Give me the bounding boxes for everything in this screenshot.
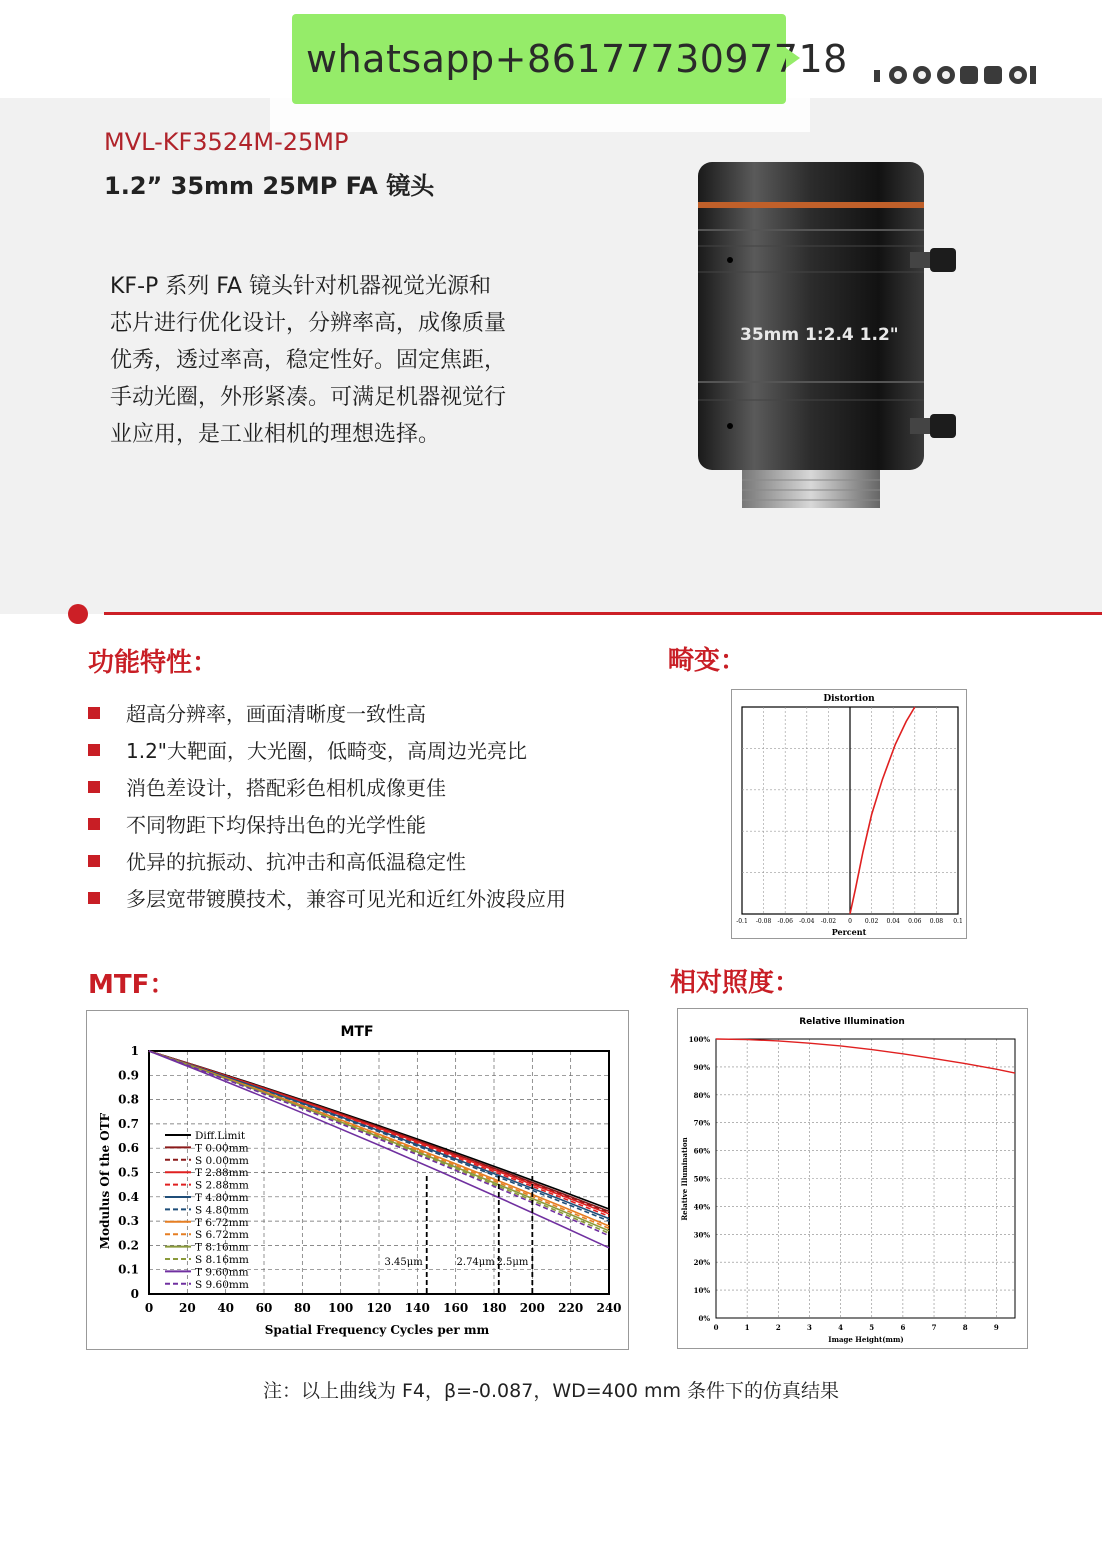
whatsapp-watermark: whatsapp+8617773097718 — [292, 14, 786, 104]
x-tick-label: 0.04 — [886, 918, 900, 925]
y-tick-label: 0% — [698, 1314, 710, 1323]
lens-marking: 35mm 1:2.4 1.2" — [740, 325, 899, 345]
mtf-chart-box — [86, 1010, 629, 1350]
x-tick-label: 0.06 — [908, 918, 922, 925]
feature-item — [88, 879, 566, 916]
x-tick-label: 80 — [293, 1301, 311, 1315]
x-tick-label: 2 — [775, 1323, 781, 1332]
x-tick-label: 4 — [838, 1323, 844, 1332]
bullet-icon — [88, 818, 100, 830]
bullet-icon — [88, 781, 100, 793]
legend-label: T 6.72mm — [195, 1216, 249, 1229]
mtf-chart — [87, 1011, 628, 1349]
x-tick-label: 160 — [443, 1301, 469, 1315]
y-tick-label: 0.8 — [118, 1092, 139, 1107]
x-tick-label: 6 — [900, 1323, 906, 1332]
y-tick-label: 0.7 — [118, 1116, 139, 1131]
product-description — [110, 268, 560, 453]
y-tick-label: 40% — [693, 1202, 710, 1212]
y-tick-label: 0.4 — [118, 1189, 139, 1204]
feature-text: 不同物距下均保持出色的光学性能 — [126, 813, 426, 837]
distortion-chart-box — [731, 689, 967, 939]
x-axis-label: Spatial Frequency Cycles per mm — [264, 1323, 490, 1337]
feature-text: 优异的抗振动、抗冲击和高低温稳定性 — [126, 850, 466, 874]
y-tick-label: 10% — [693, 1286, 710, 1296]
x-tick-label: 9 — [993, 1323, 999, 1332]
lens-product-image — [690, 160, 970, 520]
y-axis-label: Modulus Of the OTF — [98, 1112, 112, 1250]
product-subtitle: 1.2” 35mm 25MP FA 镜头 — [104, 172, 435, 200]
y-tick-label: 30% — [693, 1230, 710, 1240]
divider-dot — [68, 604, 88, 624]
x-tick-label: 3 — [807, 1323, 812, 1332]
chart-title: Relative Illumination — [799, 1017, 905, 1027]
x-tick-label: 1 — [744, 1323, 750, 1332]
x-tick-label: 140 — [404, 1301, 430, 1315]
features-title: 功能特性： — [88, 648, 219, 678]
x-tick-label: -0.1 — [736, 918, 748, 925]
x-axis-label: Percent — [831, 927, 867, 937]
x-tick-label: -0.06 — [777, 918, 793, 925]
x-tick-label: 60 — [255, 1301, 273, 1315]
x-tick-label: 180 — [481, 1301, 507, 1315]
feature-item — [88, 768, 566, 805]
x-tick-label: 7 — [931, 1323, 937, 1332]
x-tick-label: 0.08 — [929, 918, 944, 925]
feature-item — [88, 694, 566, 731]
legend-label: S 6.72mm — [195, 1229, 249, 1242]
feature-text: 1.2"大靶面，大光圈，低畸变，高周边光亮比 — [126, 739, 528, 763]
y-tick-label: 90% — [693, 1062, 710, 1072]
x-tick-label: 100 — [328, 1301, 354, 1315]
x-tick-label: 5 — [869, 1323, 875, 1332]
legend-label: S 8.16mm — [195, 1254, 249, 1266]
legend-label: S 0.00mm — [195, 1154, 249, 1167]
description-line: 手动光圈，外形紧凑。可满足机器视觉行 — [110, 385, 507, 410]
y-tick-label: 60% — [693, 1146, 710, 1156]
x-tick-label: 120 — [366, 1301, 392, 1315]
chart-title: Distortion — [823, 694, 875, 704]
x-tick-label: 0.1 — [953, 918, 963, 925]
x-tick-label: -0.02 — [820, 918, 837, 925]
x-tick-label: 8 — [962, 1323, 968, 1332]
bullet-icon — [88, 892, 100, 904]
divider-line — [104, 612, 1102, 615]
y-tick-label: 80% — [693, 1090, 710, 1100]
x-tick-label: 20 — [178, 1301, 196, 1315]
illumination-curve — [716, 1039, 1015, 1073]
description-line: KF-P 系列 FA 镜头针对机器视觉光源和 — [110, 274, 491, 299]
frequency-label: 3.45μm — [384, 1257, 423, 1268]
feature-text: 超高分辨率，画面清晰度一致性高 — [126, 702, 426, 726]
x-tick-label: -0.04 — [799, 918, 815, 925]
frequency-label: 2.5μm — [496, 1257, 529, 1268]
y-tick-label: 0.2 — [118, 1238, 139, 1253]
description-line: 芯片进行优化设计，分辨率高，成像质量 — [110, 311, 507, 336]
x-tick-label: 40 — [217, 1301, 235, 1315]
y-tick-label: 0.1 — [118, 1262, 139, 1277]
y-tick-label: 100% — [688, 1035, 710, 1044]
feature-item — [88, 731, 566, 768]
y-tick-label: 50% — [693, 1174, 710, 1184]
x-tick-label: 0 — [144, 1301, 154, 1315]
x-tick-label: 0 — [848, 918, 852, 925]
illumination-chart — [678, 1009, 1027, 1348]
frequency-label: 2.74μm — [456, 1257, 495, 1268]
y-tick-label: 70% — [693, 1118, 710, 1128]
x-tick-label: 0 — [713, 1323, 719, 1332]
distortion-chart — [732, 690, 966, 938]
x-axis-label: Image Height(mm) — [828, 1335, 904, 1344]
x-tick-label: 240 — [596, 1301, 622, 1315]
footnote: 注：以上曲线为 F4，β=-0.087，WD=400 mm 条件下的仿真结果 — [262, 1380, 840, 1402]
feature-text: 多层宽带镀膜技术，兼容可见光和近红外波段应用 — [126, 887, 566, 911]
bullet-icon — [88, 744, 100, 756]
chart-title: MTF — [340, 1024, 374, 1040]
legend-label: T 0.00mm — [195, 1142, 249, 1155]
y-tick-label: 20% — [693, 1258, 710, 1268]
legend-label: S 9.60mm — [195, 1278, 249, 1291]
legend-label: T 9.60mm — [195, 1266, 249, 1279]
y-tick-label: 0.6 — [118, 1141, 139, 1156]
legend-label: S 4.80mm — [195, 1204, 249, 1217]
description-line: 优秀，透过率高，稳定性好。固定焦距， — [110, 348, 507, 373]
distortion-curve — [850, 707, 915, 914]
feature-item — [88, 842, 566, 879]
y-tick-label: 1 — [130, 1044, 139, 1058]
x-tick-label: -0.08 — [755, 918, 772, 925]
legend-label: Diff.Limit — [195, 1130, 246, 1142]
legend-label: S 2.88mm — [195, 1179, 249, 1192]
feature-item — [88, 805, 566, 842]
bullet-icon — [88, 855, 100, 867]
feature-text: 消色差设计，搭配彩色相机成像更佳 — [126, 776, 446, 800]
legend-label: T 8.16mm — [195, 1241, 249, 1254]
mtf-title: MTF： — [88, 970, 176, 1000]
x-tick-label: 0.02 — [864, 918, 879, 925]
x-tick-label: 220 — [558, 1301, 584, 1315]
brand-logo-icon — [872, 60, 1040, 86]
x-tick-label: 200 — [519, 1301, 545, 1315]
illumination-title: 相对照度： — [670, 968, 801, 998]
distortion-title: 畸变： — [668, 646, 747, 676]
feature-list — [88, 694, 566, 916]
legend-label: T 2.88mm — [195, 1167, 249, 1180]
y-tick-label: 0.9 — [118, 1068, 139, 1083]
y-tick-label: 0.3 — [118, 1214, 139, 1229]
y-axis-label: Relative Illumination — [680, 1137, 689, 1221]
y-tick-label: 0.5 — [118, 1165, 139, 1180]
bullet-icon — [88, 707, 100, 719]
model-number: MVL-KF3524M-25MP — [104, 128, 349, 156]
illumination-chart-box — [677, 1008, 1028, 1349]
y-tick-label: 0 — [130, 1287, 139, 1301]
description-line: 业应用，是工业相机的理想选择。 — [110, 422, 441, 447]
legend-label: T 4.80mm — [195, 1192, 249, 1204]
